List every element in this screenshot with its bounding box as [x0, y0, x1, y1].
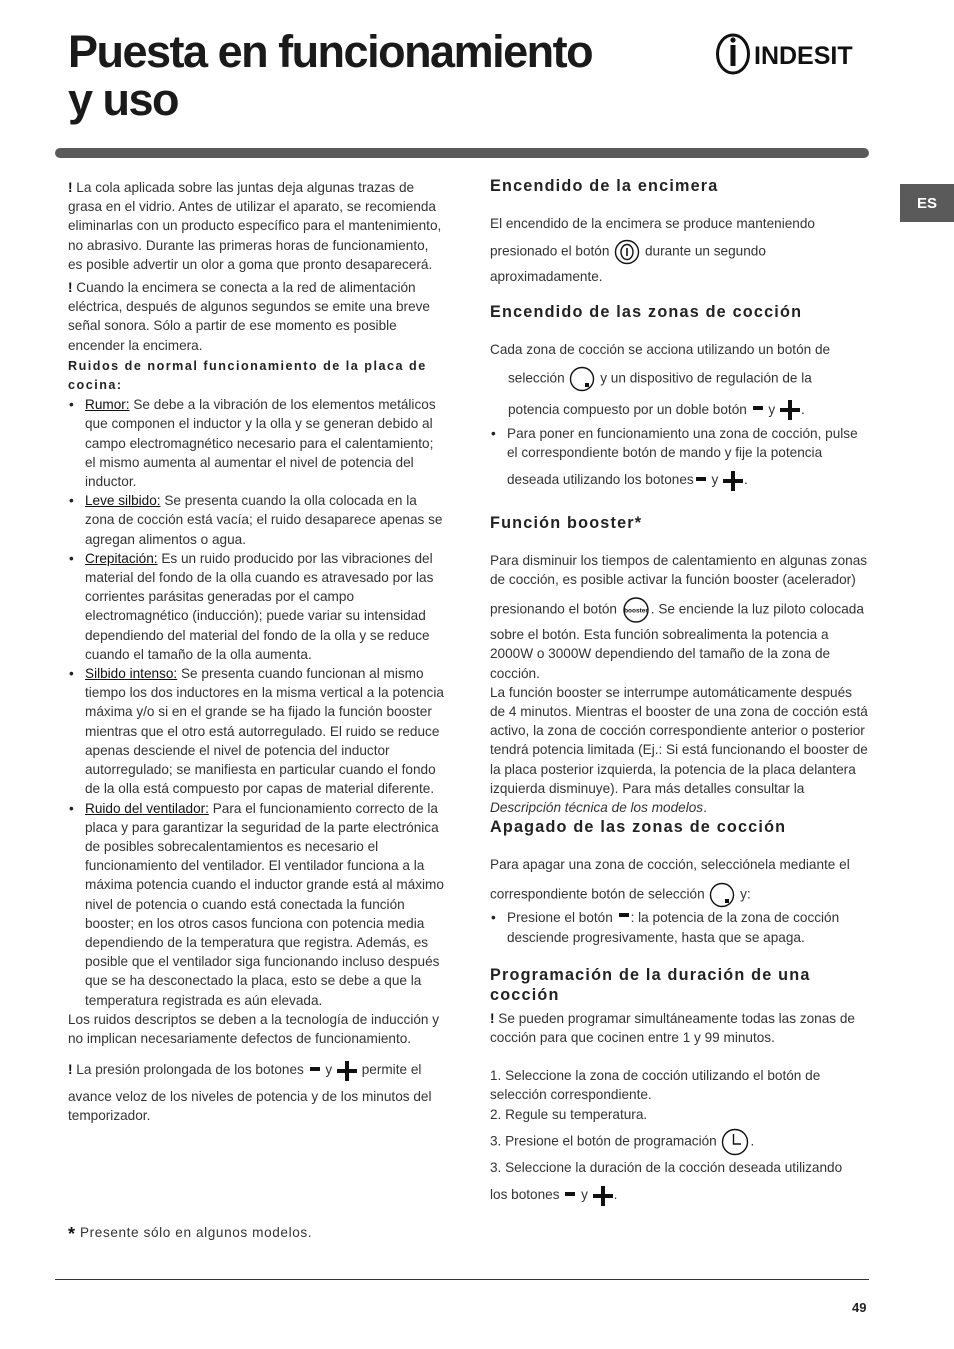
- timer-step-4: 3. Seleccione la duración de la cocción deseada utilizando: [490, 1159, 843, 1175]
- section-title-zones-off: Apagado de las zonas de cocción: [490, 818, 787, 837]
- section-title-timer: Programación de la duración de una cocción: [490, 965, 811, 1004]
- left-column: [68, 178, 446, 1125]
- timer-step-2: 2. Regule su temperatura.: [490, 1106, 648, 1122]
- list-item: • Para poner en funcionamiento una zona de cocción, pulse el correspondiente botón de mando y fije la potencia deseada utilizando los botones y .: [490, 424, 870, 491]
- minus-button-icon: [618, 912, 630, 926]
- section-title-booster: Función booster*: [490, 513, 643, 532]
- timer-step-3: 3. Presione el botón de programación .: [490, 1128, 870, 1156]
- plus-button-icon: [337, 1061, 357, 1081]
- zones-on-text-2: selección y un dispositivo de regulación de la: [490, 366, 870, 392]
- language-tab: ES: [900, 184, 954, 222]
- booster-button-icon: [622, 597, 650, 623]
- list-item: • Rumor: Se debe a la vibración de los elementos metálicos que componen el inductor y la olla y se generan debido al campo electromagnético necesario para el calentamiento; el mismo aumenta al aumentar el nivel de potencia del inductor.: [68, 395, 446, 491]
- brand-name: INDESIT: [754, 42, 853, 70]
- minus-button-icon: [564, 1189, 576, 1203]
- hob-on-text: El encendido de la encimera se produce manteniendo: [490, 216, 815, 231]
- list-item: • Presione el botón : la potencia de la zona de cocción desciende progresivamente, hasta que se apaga.: [490, 908, 870, 946]
- noise-list: [68, 395, 446, 1010]
- noise-heading: Ruidos de normal funcionamiento de la placa de cocina:: [68, 358, 427, 393]
- minus-button-icon: [309, 1064, 321, 1078]
- list-item: • Crepitación: Es un ruido producido por las vibraciones del material del fondo de la olla cuando es atravesado por las corrientes parásitas generadas por el campo electromagnético (inducción); puede variar su intensidad dependiendo del material del fondo de la olla y se reduce cuando el tamaño de la olla aumenta.: [68, 549, 446, 664]
- list-item: • Silbido intenso: Se presenta cuando funcionan al mismo tiempo los dos inductores en la misma vertical a la potencia máxima y/o si en el grande se ha fijado la función booster mientras que el otro está autorregulado. El ruido se reduce apenas desciende el nivel de potencia del inductor autorregulado; se manifiesta en particular cuando el fondo de la olla está compuesto por capas de material diferente.: [68, 664, 446, 798]
- title-line-2: y uso: [68, 74, 179, 125]
- selection-button-icon: [569, 366, 595, 392]
- plus-button-icon: [723, 471, 743, 491]
- long-press-note: ! La presión prolongada de los botones y permite el: [68, 1060, 446, 1080]
- zones-off-text-2: correspondiente botón de selección y:: [490, 882, 870, 908]
- brand-logo: [714, 30, 874, 80]
- minus-button-icon: [752, 403, 764, 417]
- zones-on-text-3: potencia compuesto por un doble botón y .: [490, 400, 870, 420]
- hob-on-text-3: aproximadamente.: [490, 269, 603, 285]
- right-column: [490, 172, 870, 1206]
- zones-on-text: Cada zona de cocción se acciona utilizando un botón de: [490, 342, 831, 358]
- plus-button-icon: [593, 1186, 613, 1206]
- list-item: • Ruido del ventilador: Para el funcionamiento correcto de la placa y para garantizar la seguridad de la parte electrónica de posibles sobrecalentamientos es necesario el funcionamiento del ventilador. El ventilador funciona a la máxima potencia cuando el inductor grande está al máximo nivel de potencia o cuando está conectada la función booster; en los otros casos funciona con potencia media dependiendo de la temperatura que registra. Además, es posible que el ventilador siga funcionando incluso después que se ha desconectado la placa, esto se debe a que la temperatura registrada es aún elevada.: [68, 799, 446, 1010]
- page-title: [68, 28, 592, 124]
- power-note: ! Cuando la encimera se conecta a la red de alimentación eléctrica, después de algunos segundos se emite una breve señal sonora. Sólo a partir de ese momento es posible encender la encimera.: [68, 280, 430, 353]
- timer-step-4b: los botones y .: [490, 1185, 870, 1205]
- indesit-logo-icon: [714, 30, 874, 80]
- hob-on-text-2: presionado el botón durante un segundo: [490, 239, 870, 265]
- zones-off-text: Para apagar una zona de cocción, selecciónela mediante el: [490, 857, 850, 873]
- footer-divider: [55, 1279, 869, 1280]
- glue-note: ! La cola aplicada sobre las juntas deja algunas trazas de grasa en el vidrio. Antes de utilizar el aparato, se recomienda eliminarlas con un producto específico para el mantenimiento, no abrasivo. Durante las primeras horas de funcionamiento, es posible advertir un olor a goma que pronto desaparecerá.: [68, 180, 442, 272]
- minus-button-icon: [695, 474, 707, 488]
- booster-text: Para disminuir los tiempos de calentamiento en algunas zonas de cocción, es posible activar la función booster (acelerador): [490, 552, 868, 588]
- plus-button-icon: [780, 400, 800, 420]
- timer-clock-icon: [721, 1128, 749, 1156]
- header-divider-bar: [55, 148, 869, 158]
- list-item: • Leve silbido: Se presenta cuando la olla colocada en la zona de cocción está vacía; el ruido desaparece apenas se agregan alimentos o agua.: [68, 491, 446, 549]
- booster-text-3: sobre el botón. Esta función sobrealimenta la potencia a 2000W o 3000W dependiendo del tamaño de la zona de cocción.: [490, 627, 831, 681]
- timer-step-1: 1. Seleccione la zona de cocción utilizando el botón de selección correspondiente.: [490, 1068, 821, 1103]
- power-button-icon: [614, 239, 640, 265]
- long-press-note-continued: avance veloz de los niveles de potencia y de los minutos del temporizador.: [68, 1088, 432, 1123]
- booster-text-2: presionando el botón booster . Se enciende la luz piloto colocada: [490, 597, 870, 623]
- timer-note: ! Se pueden programar simultáneamente todas las zonas de cocción para que cocinen entre 1 y 99 minutos.: [490, 1010, 855, 1046]
- section-title-hob-on: Encendido de la encimera: [490, 177, 719, 195]
- noise-footer: Los ruidos descriptos se deben a la tecnología de inducción y no implican necesariamente defectos de funcionamiento.: [68, 1011, 440, 1046]
- title-line-1: Puesta en funcionamiento: [68, 26, 593, 77]
- section-title-zones-on: Encendido de las zonas de cocción: [490, 303, 803, 322]
- page-number: 49: [852, 1300, 867, 1315]
- selection-button-icon: [709, 882, 735, 908]
- booster-text-4: La función booster se interrumpe automáticamente después de 4 minutos. Mientras el booster de una zona de cocción está activo, la zona de cocción correspondiente anterior o posterior tendrá potencia limitada (Ej.: Si está funcionando el booster de la placa posterior izquierda, la potencia de la placa delantera izquierda disminuye). Para más detalles consultar la Descripción técnica de los modelos.: [490, 684, 868, 816]
- zones-off-bullets: [490, 908, 870, 946]
- footnote: * Presente sólo en algunos modelos.: [68, 1224, 313, 1244]
- booster-icon-label: booster: [623, 607, 648, 615]
- zones-on-bullets: [490, 424, 870, 491]
